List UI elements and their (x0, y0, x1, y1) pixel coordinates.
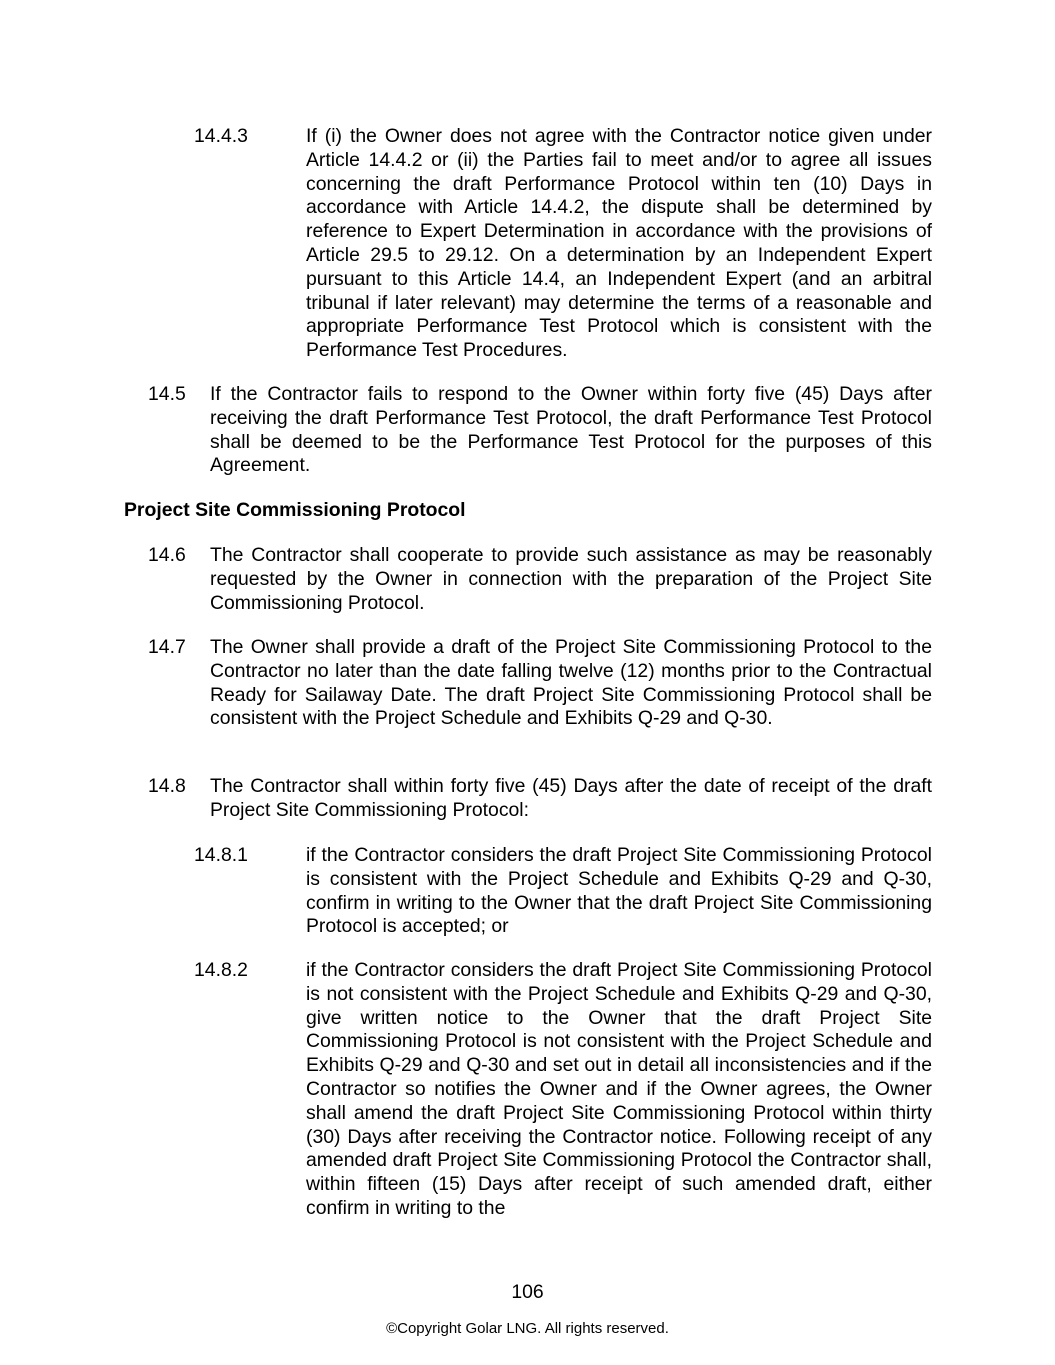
clause-text: The Owner shall provide a draft of the Project Site Commissioning Protocol to the Contractor no later than the date falling twelve (12) months prior to the Contractual Ready for Sailaway Date. The draft Project Site Commissioning Protocol shall be consistent with the Project Schedule and Exhibits Q-29 and Q-30. (210, 636, 932, 730)
clause-text: If the Contractor fails to respond to the Owner within forty five (45) Days after receiving the draft Performance Test Protocol, the draft Performance Test Protocol shall be deemed to be the Performance Test Protocol for the purposes of this Agreement. (210, 383, 932, 477)
clause-number: 14.8.1 (194, 844, 248, 866)
clause-number: 14.8 (148, 775, 186, 797)
clause-number: 14.4.3 (194, 125, 248, 147)
clause-number: 14.7 (148, 636, 186, 658)
clause-text: If (i) the Owner does not agree with the Contractor notice given under Article 14.4.2 or (ii) the Parties fail to meet and/or to agree all issues concerning the draft Performance Protocol within ten (10) Days in accordance with Article 14.4.2, the dispute shall be determined by reference to Expert Determination in accordance with the provisions of Article 29.5 to 29.12. On a determination by an Independent Expert pursuant to this Article 14.4, an Independent Expert (and an arbitral tribunal if later relevant) may determine the terms of a reasonable and appropriate Performance Test Protocol which is consistent with the Performance Test Procedures. (306, 125, 932, 362)
clause-text: if the Contractor considers the draft Project Site Commissioning Protocol is not consistent with the Project Schedule and Exhibits Q-29 and Q-30, give written notice to the Owner that the draft Project Site Commissioning Protocol is not consistent with the Project Schedule and Exhibits Q-29 and Q-30 and set out in detail all inconsistencies and if the Contractor so notifies the Owner and if the Owner agrees, the Owner shall amend the draft Project Site Commissioning Protocol within thirty (30) Days after receiving the Contractor notice. Following receipt of any amended draft Project Site Commissioning Protocol the Contractor shall, within fifteen (15) Days after receipt of such amended draft, either confirm in writing to the (306, 959, 932, 1219)
clause-number: 14.5 (148, 383, 186, 405)
clause-number: 14.6 (148, 544, 186, 566)
clause-text: The Contractor shall cooperate to provide such assistance as may be reasonably requested by the Owner in connection with the preparation of the Project Site Commissioning Protocol. (210, 544, 932, 614)
clause-number: 14.8.2 (194, 959, 248, 981)
clause-text: The Contractor shall within forty five (45) Days after the date of receipt of the draft Project Site Commissioning Protocol: (210, 775, 932, 821)
copyright-notice: ©Copyright Golar LNG. All rights reserved. (386, 1320, 669, 1337)
section-heading: Project Site Commissioning Protocol (124, 499, 466, 521)
page-number: 106 (511, 1281, 544, 1303)
clause-text: if the Contractor considers the draft Project Site Commissioning Protocol is consistent with the Project Schedule and Exhibits Q-29 and Q-30, confirm in writing to the Owner that the draft Project Site Commissioning Protocol is accepted; or (306, 844, 932, 938)
